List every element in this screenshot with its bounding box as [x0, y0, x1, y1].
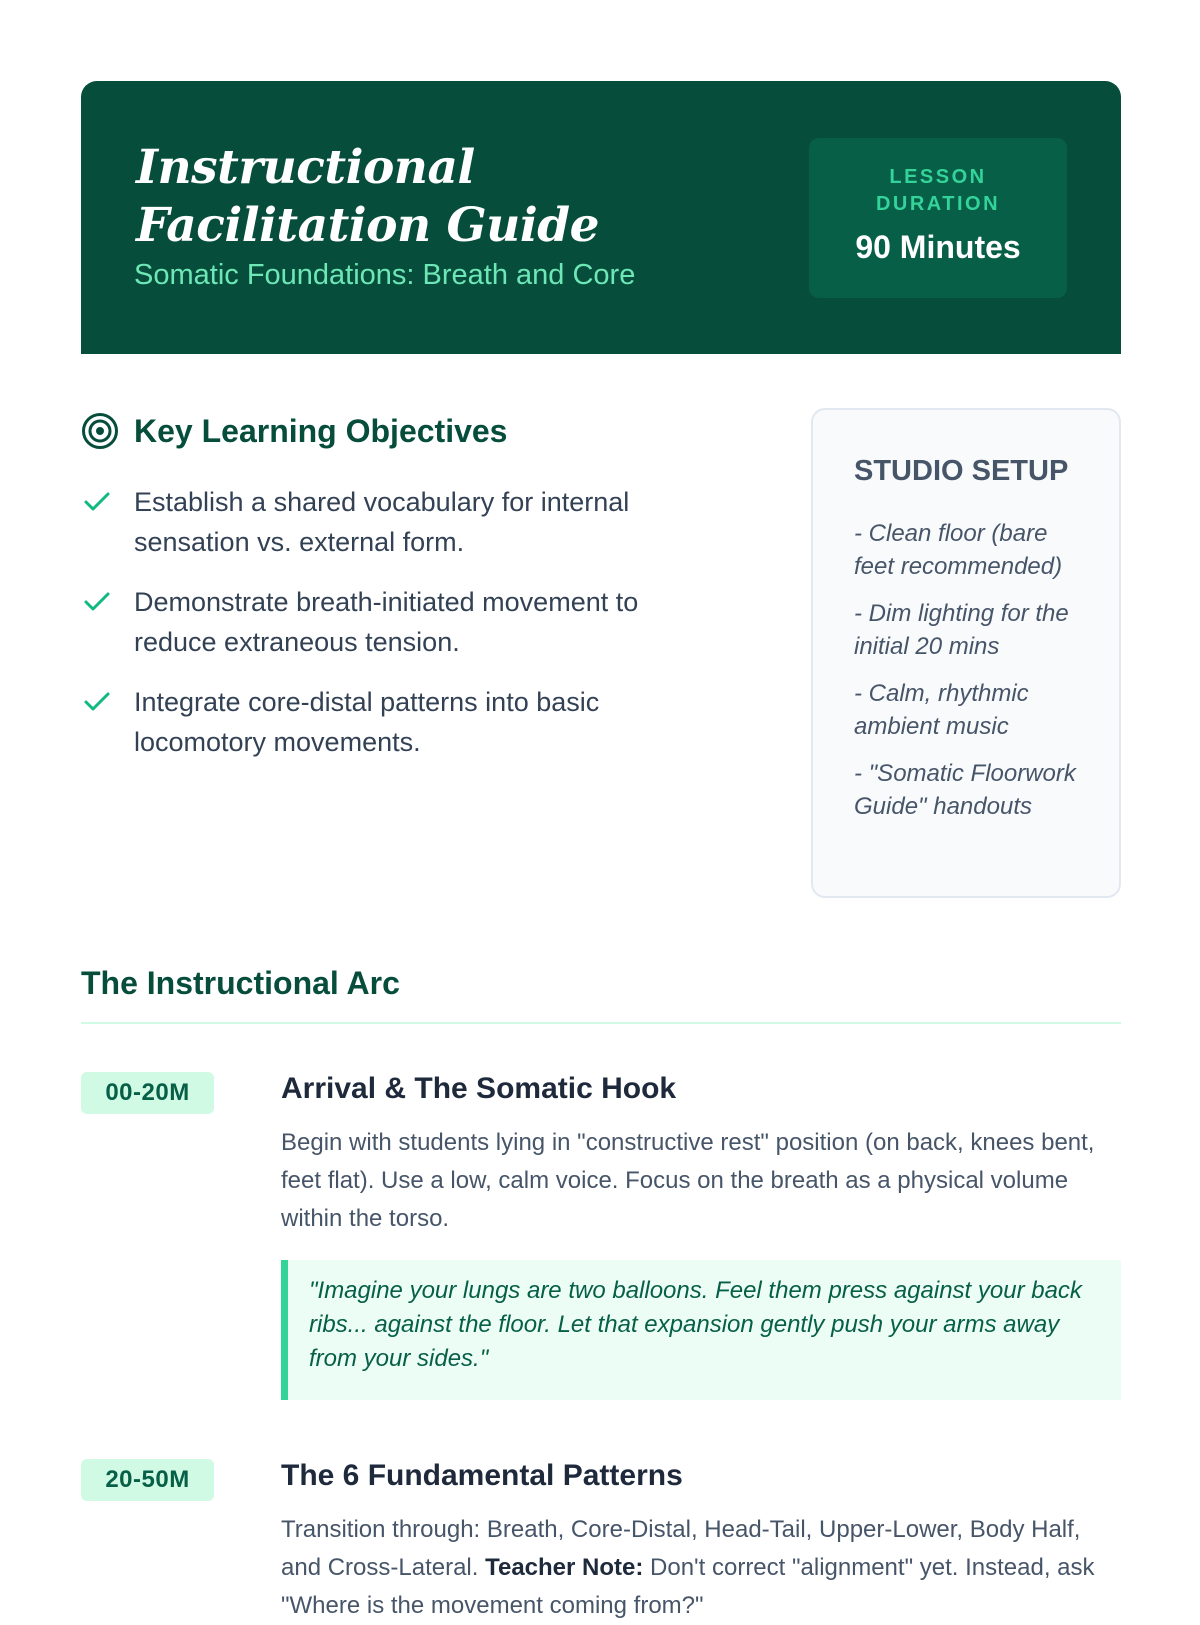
time-badge: 20-50M [81, 1459, 214, 1501]
check-icon [83, 488, 111, 516]
objectives-title: Key Learning Objectives [134, 412, 508, 449]
lesson-duration-box [809, 138, 1067, 298]
page-subtitle: Somatic Foundations: Breath and Core [134, 259, 636, 291]
facilitation-quote [281, 1260, 1121, 1400]
quote-text: "Imagine your lungs are two balloons. Feel them press against your back ribs... against the floor. Let that expansion gently push your arms away from your sides." [309, 1277, 1082, 1372]
objective-text: Demonstrate breath-initiated movement to reduce extraneous tension. [134, 587, 639, 657]
studio-setup-card [811, 408, 1121, 898]
block-title: Arrival & The Somatic Hook [281, 1072, 677, 1105]
lesson-duration-value: 90 Minutes [855, 229, 1021, 265]
objectives-heading [81, 410, 507, 452]
objective-item [81, 482, 701, 566]
block-description [281, 1511, 1121, 1625]
check-icon [83, 688, 111, 716]
target-icon [81, 412, 119, 450]
page-title: Instructional Facilitation Guide [136, 140, 599, 253]
objective-item [81, 582, 701, 666]
studio-setup-title: STUDIO SETUP [854, 455, 1069, 487]
block-description: Begin with students lying in "constructive rest" position (on back, knees bent, feet flat). Use a low, calm voice. Focus on the breath as a physical volume within the torso. [281, 1129, 1095, 1232]
objective-item [81, 682, 701, 766]
block-text-part: Transition through: Breath, Core-Distal, Head-Tail, Upper-Lower, Body Half, and Cross-Lateral. [281, 1516, 1081, 1581]
arc-divider [81, 1022, 1121, 1024]
arc-title: The Instructional Arc [81, 965, 400, 1001]
teacher-note-label: Teacher Note: [485, 1554, 644, 1581]
lesson-duration-label: LESSON DURATION [875, 166, 1001, 215]
objective-text: Integrate core-distal patterns into basic locomotory movements. [134, 687, 600, 757]
objective-text: Establish a shared vocabulary for internal sensation vs. external form. [134, 487, 630, 557]
block-text-part: Don't correct "alignment" yet. Instead, ask "Where is the movement coming from?" [281, 1554, 1095, 1619]
time-badge: 00-20M [81, 1072, 214, 1114]
check-icon [83, 588, 111, 616]
header-banner [81, 81, 1121, 354]
block-title: The 6 Fundamental Patterns [281, 1459, 683, 1492]
setup-item: - Calm, rhythmic ambient music [854, 680, 1029, 740]
setup-item: - Dim lighting for the initial 20 mins [854, 600, 1069, 660]
setup-item: - "Somatic Floorwork Guide" handouts [854, 760, 1076, 820]
setup-item: - Clean floor (bare feet recommended) [854, 520, 1063, 580]
